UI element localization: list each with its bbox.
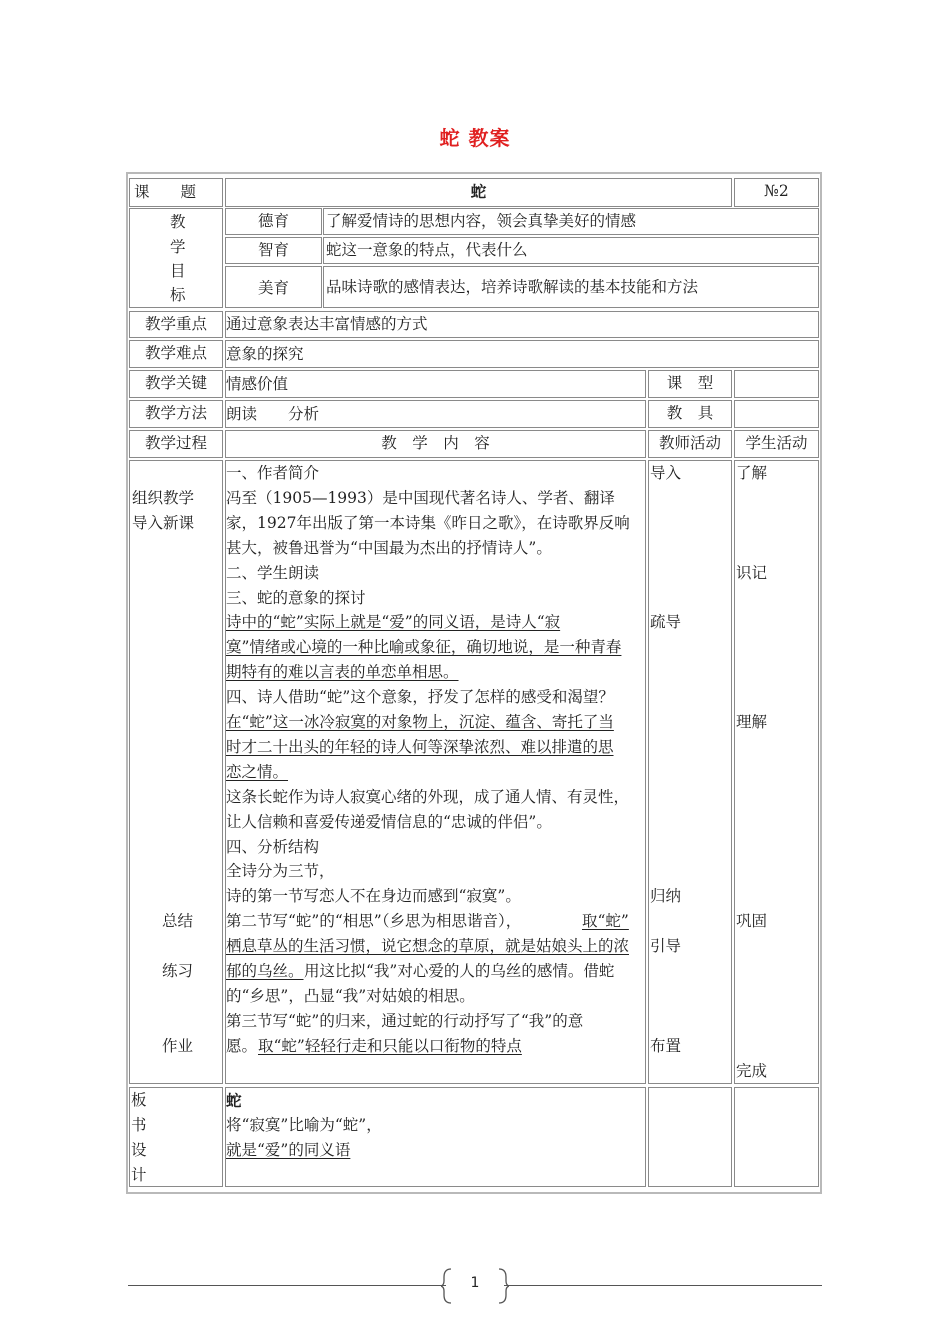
student-activity-cell xyxy=(734,460,819,1084)
student-header: 学生活动 xyxy=(745,434,808,452)
type-label-cell xyxy=(648,370,732,398)
content-line-underlined: 栖息草丛的生活习惯，说它想念的草原，就是姑娘头上的浓 xyxy=(226,937,630,955)
board-label-char: 板 xyxy=(131,1091,147,1109)
objective-text-cell xyxy=(323,266,819,308)
topic-label: 课 题 xyxy=(134,183,197,201)
content-line: 的“乡思”，凸显“我”对姑娘的相思。 xyxy=(226,987,475,1005)
content-line: 四、分析结构 xyxy=(226,838,320,856)
key-point-text: 通过意象表达丰富情感的方式 xyxy=(226,315,428,333)
teacher-header-cell xyxy=(648,430,732,458)
content-line: 第二节写“蛇”的“相思”（乡思为相思谐音）， xyxy=(226,912,522,930)
key-label: 教学关键 xyxy=(144,374,207,392)
student-header-cell xyxy=(734,430,819,458)
objectives-label-char: 目 xyxy=(170,262,186,280)
objective-text-cell xyxy=(323,208,819,235)
content-header: 教 学 内 容 xyxy=(381,434,490,452)
difficulty-label-cell xyxy=(129,340,223,368)
footer-rule-left xyxy=(128,1285,446,1286)
lesson-number: №2 xyxy=(764,182,789,200)
process-label-cell xyxy=(129,430,223,458)
process-stage-cell xyxy=(129,460,223,1084)
objective-name: 智育 xyxy=(257,241,289,259)
stage-label: 练习 xyxy=(162,962,194,980)
stage-label: 作业 xyxy=(162,1037,194,1055)
teacher-activity: 疏导 xyxy=(650,613,682,631)
objective-text-cell xyxy=(323,237,819,264)
content-line: 甚大，被鲁迅誉为“中国最为杰出的抒情诗人”。 xyxy=(226,539,552,557)
topic-cell xyxy=(225,178,732,207)
content-line: 四、诗人借助“蛇”这个意象，抒发了怎样的感受和渴望？ xyxy=(226,688,614,706)
objective-name-cell xyxy=(225,208,322,235)
board-teacher-cell xyxy=(648,1087,732,1187)
content-line-underlined: 期特有的难以言表的单恋单相思。 xyxy=(226,663,459,681)
difficulty-label: 教学难点 xyxy=(144,344,207,362)
key-cell xyxy=(225,370,646,398)
stage-label: 导入新课 xyxy=(132,514,195,532)
student-activity: 识记 xyxy=(736,564,768,582)
stage-label: 总结 xyxy=(162,912,194,930)
teacher-activity-cell xyxy=(648,460,732,1084)
teacher-activity: 归纳 xyxy=(650,887,682,905)
objectives-label-char: 标 xyxy=(170,286,186,304)
objective-name-cell xyxy=(225,266,322,308)
board-student-cell xyxy=(734,1087,819,1187)
objective-name-cell xyxy=(225,237,322,264)
board-line-underlined: 就是“爱”的同义语 xyxy=(226,1141,351,1159)
type-label: 课 型 xyxy=(666,374,714,392)
content-line-underlined: 寞”情绪或心境的一种比喻或象征，确切地说，是一种青春 xyxy=(226,638,622,656)
board-label-char: 书 xyxy=(131,1116,147,1134)
content-line: 愿。 xyxy=(226,1037,258,1055)
document-title: 蛇 教案 xyxy=(439,126,511,150)
stage-label: 组织教学 xyxy=(132,489,195,507)
teacher-activity: 布置 xyxy=(650,1037,682,1055)
key-label-cell xyxy=(129,370,223,398)
board-label-char: 设 xyxy=(131,1141,147,1159)
content-line: 让人信赖和喜爱传递爱情信息的“忠诚的伴侣”。 xyxy=(226,813,552,831)
objectives-label-char: 学 xyxy=(170,238,186,256)
footer-rule-right xyxy=(504,1285,822,1286)
objectives-label-cell xyxy=(129,208,223,308)
method-label: 教学方法 xyxy=(144,404,207,422)
content-line: 三、蛇的意象的探讨 xyxy=(226,589,366,607)
tools-label: 教 具 xyxy=(666,404,714,422)
tools-value-cell xyxy=(734,400,819,428)
tools-label-cell xyxy=(648,400,732,428)
objective-name: 美育 xyxy=(257,279,289,297)
key-point-cell xyxy=(225,311,819,338)
content-line: 冯至（1905—1993）是中国现代著名诗人、学者、翻译 xyxy=(226,489,615,507)
content-line: 二、学生朗读 xyxy=(226,564,320,582)
board-line: 将“寂寞”比喻为“蛇”， xyxy=(226,1116,382,1134)
topic-label-cell xyxy=(129,178,223,207)
topic-value: 蛇 xyxy=(470,182,487,201)
content-line-underlined: 诗中的“蛇”实际上就是“爱”的同义语，是诗人“寂 xyxy=(226,613,561,631)
student-activity: 理解 xyxy=(736,713,768,731)
difficulty-cell xyxy=(225,340,819,368)
method-label-cell xyxy=(129,400,223,428)
content-header-cell xyxy=(225,430,646,458)
content-line-underlined: 取“蛇” xyxy=(582,912,629,930)
content-line: 一、作者简介 xyxy=(226,464,320,482)
type-value-cell xyxy=(734,370,819,398)
key-point-label-cell xyxy=(129,311,223,338)
key-point-label: 教学重点 xyxy=(144,315,207,333)
teacher-activity: 引导 xyxy=(650,937,682,955)
content-line: 全诗分为三节， xyxy=(226,862,335,880)
objective-text: 了解爱情诗的思想内容，领会真挚美好的情感 xyxy=(326,212,637,230)
process-label: 教学过程 xyxy=(144,434,207,452)
content-line-underlined: 时才二十出头的年轻的诗人何等深挚浓烈、难以排遣的思 xyxy=(226,738,614,756)
teacher-header: 教师活动 xyxy=(658,434,721,452)
content-line-underlined: 在“蛇”这一冰冷寂寞的对象物上，沉淀、蕴含、寄托了当 xyxy=(226,713,614,731)
content-line-underlined: 郁的乌丝。 xyxy=(226,962,304,980)
objectives-label-char: 教 xyxy=(170,213,186,231)
objective-text: 蛇这一意象的特点，代表什么 xyxy=(326,241,528,259)
objective-name: 德育 xyxy=(257,212,289,230)
method-cell xyxy=(225,400,646,428)
method-text: 朗读 分析 xyxy=(226,405,320,423)
board-heading: 蛇 xyxy=(226,1091,242,1110)
page-number: 1 xyxy=(470,1275,480,1291)
content-line: 这条长蛇作为诗人寂寞心绪的外现，成了通人情、有灵性， xyxy=(226,788,630,806)
number-cell xyxy=(734,178,819,207)
board-label-char: 计 xyxy=(131,1166,147,1184)
key-text: 情感价值 xyxy=(226,375,289,393)
content-line: 用这比拟“我”对心爱的人的乌丝的感情。借蛇 xyxy=(304,962,615,980)
content-line: 第三节写“蛇”的归来，通过蛇的行动抒写了“我”的意 xyxy=(226,1012,584,1030)
content-line-underlined: 恋之情。 xyxy=(226,763,289,781)
student-activity: 完成 xyxy=(736,1062,768,1080)
difficulty-text: 意象的探究 xyxy=(226,345,304,363)
teacher-activity: 导入 xyxy=(650,464,682,482)
content-line: 家，1927年出版了第一本诗集《昨日之歌》，在诗歌界反响 xyxy=(226,514,630,532)
student-activity: 了解 xyxy=(736,464,768,482)
student-activity: 巩固 xyxy=(736,912,768,930)
content-line-underlined: 取“蛇”轻轻行走和只能以口衔物的特点 xyxy=(258,1037,522,1055)
content-line: 诗的第一节写恋人不在身边而感到“寂寞”。 xyxy=(226,887,521,905)
objective-text: 品味诗歌的感情表达，培养诗歌解读的基本技能和方法 xyxy=(326,278,699,296)
